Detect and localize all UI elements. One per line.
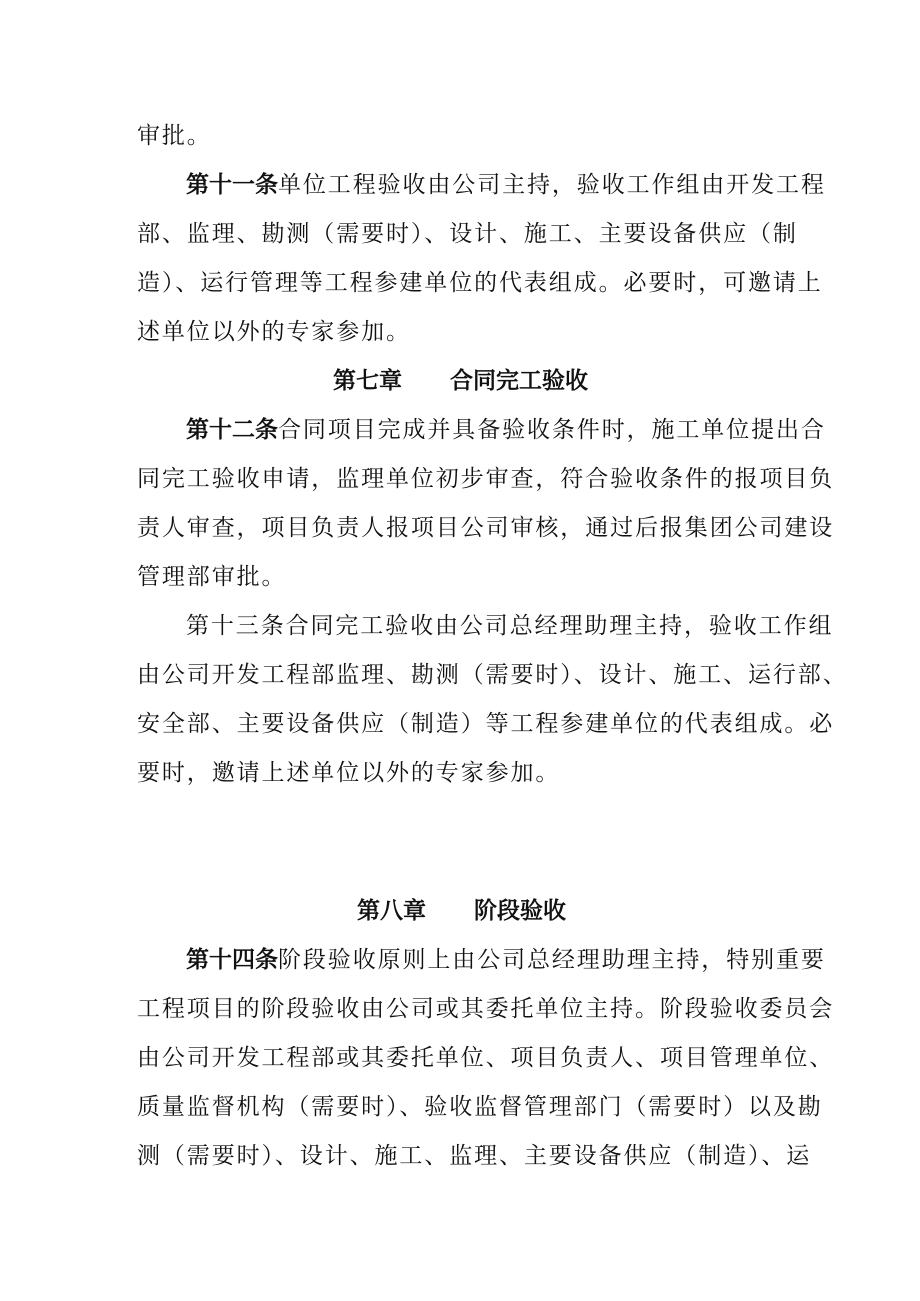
article-11-first-line [186, 170, 826, 200]
paragraph-line: 造）、运行管理等工程参建单位的代表组成。必要时，可邀请上 [137, 270, 823, 296]
paragraph-line: 测（需要时）、设计、施工、监理、主要设备供应（制造）、运 [137, 1143, 812, 1169]
paragraph-line: 审批。 [137, 123, 212, 149]
article-14-text: 阶段验收原则上由公司总经理助理主持，特别重要 [278, 947, 826, 973]
paragraph-line: 由公司开发工程部监理、勘测（需要时）、设计、施工、运行部、 [137, 662, 848, 688]
article-12-first-line [186, 415, 826, 445]
article-12-text: 合同项目完成并具备验收条件时，施工单位提出合 [278, 417, 826, 443]
paragraph-line: 工程项目的阶段验收由公司或其委托单位主持。阶段验收委员会 [137, 996, 835, 1022]
article-12-number: 第十二条 [186, 417, 278, 443]
paragraph-line: 部、监理、勘测（需要时）、设计、施工、主要设备供应（制 [137, 221, 798, 247]
chapter-7-title: 合同完工验收 [450, 368, 588, 394]
article-14-first-line [186, 945, 826, 975]
paragraph-line: 由公司开发工程部或其委托单位、项目负责人、项目管理单位、 [137, 1045, 835, 1071]
chapter-7-heading [333, 366, 588, 396]
chapter-8-number: 第八章 [357, 898, 426, 924]
article-14-number: 第十四条 [186, 947, 278, 973]
paragraph-line: 同完工验收申请，监理单位初步审查，符合验收条件的报项目负 [137, 466, 835, 492]
chapter-8-title: 阶段验收 [474, 898, 566, 924]
paragraph-line: 管理部审批。 [137, 564, 287, 590]
paragraph-line: 责人审查，项目负责人报项目公司审核，通过后报集团公司建设 [137, 515, 835, 541]
article-11-number: 第十一条 [186, 172, 278, 198]
chapter-7-number: 第七章 [333, 368, 402, 394]
article-13-first-line: 第十三条合同完工验收由公司总经理助理主持，验收工作组 [186, 613, 834, 639]
paragraph-line: 质量监督机构（需要时）、验收监督管理部门（需要时）以及勘 [137, 1094, 823, 1120]
paragraph-line: 述单位以外的专家参加。 [137, 319, 411, 345]
paragraph-line: 安全部、主要设备供应（制造）等工程参建单位的代表组成。必 [137, 711, 835, 737]
paragraph-line: 要时，邀请上述单位以外的专家参加。 [137, 760, 561, 786]
article-11-text: 单位工程验收由公司主持，验收工作组由开发工程 [278, 172, 826, 198]
chapter-8-heading [357, 896, 566, 926]
